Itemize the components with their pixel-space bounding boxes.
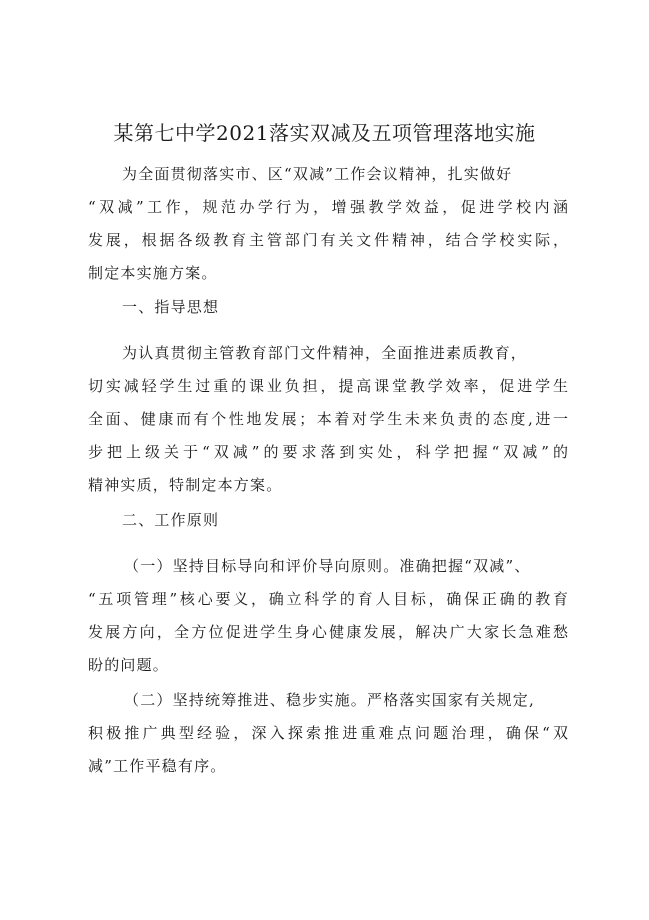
section2-p2-line-2: 积极推广典型经验，深入探索推进重难点问题治理，确保“双 [88, 724, 568, 742]
intro-line-2: “双减”工作，规范办学行为，增强教学效益，促进学校内涵 [88, 198, 568, 216]
section2-p1-line-1: （一）坚持目标导向和评价导向原则。准确把握“双减”、 [124, 557, 531, 575]
section1-line-2: 切实减轻学生过重的课业负担，提高课堂教学效率，促进学生 [88, 377, 568, 395]
section1-line-1: 为认真贯彻主管教育部门文件精神，全面推进素质教育， [122, 344, 528, 362]
section1-line-4: 步把上级关于“双减”的要求落到实处，科学把握“双减”的 [88, 443, 568, 461]
section2-p1-line-2: “五项管理”核心要义，确立科学的育人目标，确保正确的教育 [88, 590, 568, 608]
section2-p2-line-3: 减”工作平稳有序。 [88, 757, 227, 775]
section2-p1-line-3: 发展方向，全方位促进学生身心健康发展，解决广大家长急难愁 [88, 623, 568, 641]
section1-line-5: 精神实质，特制定本方案。 [88, 476, 283, 494]
intro-line-1: 为全面贯彻落实市、区“双减”工作会议精神，扎实做好 [122, 165, 513, 183]
intro-line-3: 发展，根据各级教育主管部门有关文件精神，结合学校实际， [88, 231, 568, 249]
section1-heading: 一、指导思想 [122, 298, 220, 316]
section1-line-3: 全面、健康而有个性地发展；本着对学生未来负责的态度,进一 [88, 410, 568, 428]
document-title: 某第七中学2021落实双减及五项管理落地实施 [113, 121, 536, 145]
section2-p2-line-1: （二）坚持统筹推进、稳步实施。严格落实国家有关规定, [124, 691, 535, 709]
section2-heading: 二、工作原则 [122, 511, 220, 529]
intro-line-4: 制定本实施方案。 [88, 264, 218, 282]
section2-p1-line-4: 盼的问题。 [88, 656, 170, 674]
